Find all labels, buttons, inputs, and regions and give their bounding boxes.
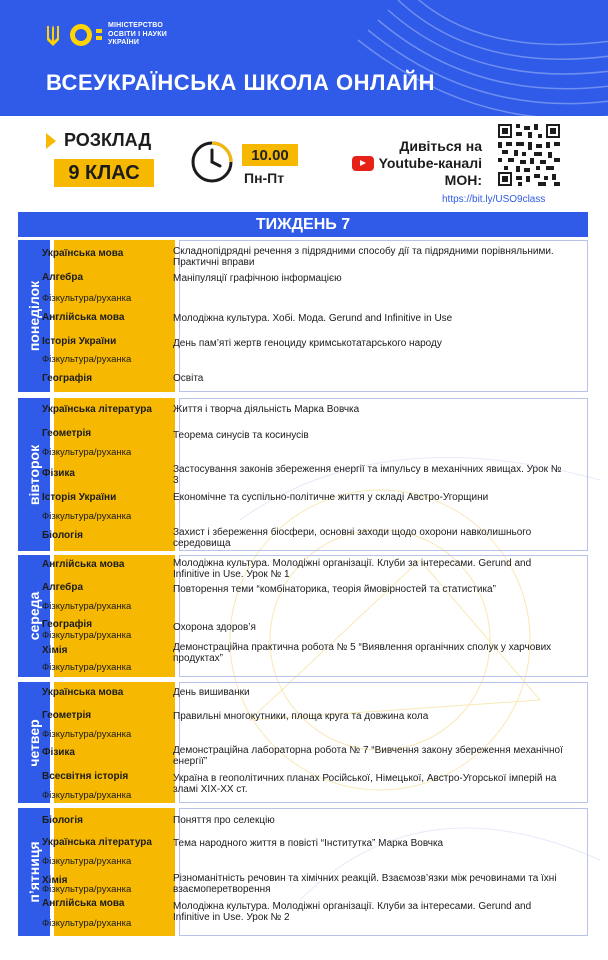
subject: Фізкультура/руханка — [42, 354, 132, 365]
qr-code-icon[interactable] — [498, 124, 560, 186]
topic: День пам’яті жертв геноциду кримськотатарського народу — [173, 338, 442, 349]
topic: Економічне та суспільно-політичне життя у складі Австро-Угорщини — [173, 492, 489, 503]
topic: Україна в геополітичних планах Російської, Німецької, Австро-Угорської імперій на зламі XIX-XX ст. — [173, 773, 557, 795]
header-wave-pattern — [348, 0, 608, 116]
subject: Геометрія — [42, 710, 92, 721]
topic: Поняття про селекцію — [173, 815, 275, 826]
topic: День вишиванки — [173, 687, 250, 698]
subject: Українська література — [42, 404, 152, 415]
week-title: ТИЖДЕНЬ 7 — [18, 212, 588, 237]
subjects-column — [54, 682, 175, 803]
subjects-column — [54, 555, 175, 677]
topic: Охорона здоров’я — [173, 622, 256, 633]
subject: Географія — [42, 619, 93, 630]
subject: Історія України — [42, 492, 117, 503]
topic: Молодіжна культура. Молодіжні організації. Клуби за інтересами. Gerund and Infinitive in Use. Урок № 1 — [173, 558, 532, 580]
subject: Фізкультура/руханка — [42, 884, 132, 895]
youtube-icon — [352, 156, 374, 171]
topic: Теорема синусів та косинусів — [173, 430, 309, 441]
subject: Українська література — [42, 837, 152, 848]
subject: Фізкультура/руханка — [42, 293, 132, 304]
day-label: понеділок — [18, 240, 50, 392]
subject: Фізкультура/руханка — [42, 601, 132, 612]
topic: Тема народного життя в повісті “Інститутка” Марка Вовчка — [173, 838, 444, 849]
schedule-label: РОЗКЛАД — [64, 130, 152, 150]
subject: Фізкультура/руханка — [42, 856, 132, 867]
subject: Фізкультура/руханка — [42, 729, 132, 740]
topic: Маніпуляції графічною інформацією — [173, 273, 342, 284]
schedule-info — [46, 130, 154, 187]
subject: Хімія — [42, 875, 68, 886]
subject: Англійська мова — [42, 312, 125, 323]
subject: Біологія — [42, 815, 83, 826]
topic: Складнопідрядні речення з підрядними способу дії та підрядними порівняльними. Практичні вправи — [173, 246, 554, 268]
subject: Геометрія — [42, 428, 92, 439]
subject: Фізкультура/руханка — [42, 662, 132, 673]
subject: Алгебра — [42, 272, 84, 283]
topic: Демонстраційна лабораторна робота № 7 “Вивчення закону збереження механічної енергії” — [173, 745, 563, 767]
coat-of-arms-icon — [46, 24, 60, 46]
subject: Фізкультура/руханка — [42, 630, 132, 641]
youtube-link[interactable]: https://bit.ly/USO9class — [442, 194, 546, 205]
subject: Історія України — [42, 336, 117, 347]
topic: Демонстраційна практична робота № 5 “Виявлення органічних сполук у харчових продуктах” — [173, 642, 552, 664]
subject: Фізкультура/руханка — [42, 918, 132, 929]
subject: Алгебра — [42, 582, 84, 593]
clock-icon — [190, 140, 234, 184]
page-title: ВСЕУКРАЇНСЬКА ШКОЛА ОНЛАЙН — [46, 70, 435, 95]
day-label: четвер — [18, 682, 50, 803]
header-banner — [0, 0, 608, 116]
topic: Застосування законів збереження енергії та імпульсу в механічних явищах. Урок № 3 — [173, 464, 562, 486]
subject: Українська мова — [42, 687, 124, 698]
topic: Різноманітність речовин та хімічних реакцій. Взаємозв’язки між речовинами та їхні взаємоперетворення — [173, 873, 557, 895]
broadcast-days: Пн-Пт — [244, 170, 285, 186]
subject: Фізкультура/руханка — [42, 447, 132, 458]
arrow-icon — [46, 133, 56, 149]
youtube-info: Дивіться на Youtube-каналі МОН: — [336, 138, 482, 189]
day-label: п’ятниця — [18, 808, 50, 936]
topic: Захист і збереження біосфери, основні заходи щодо охорони навколишнього середовища — [173, 527, 532, 549]
subject: Фізика — [42, 468, 75, 479]
subjects-column — [54, 808, 175, 936]
ministry-name: МІНІСТЕРСТВО ОСВІТИ І НАУКИ УКРАЇНИ — [108, 22, 167, 46]
topic: Молодіжна культура. Хобі. Мода. Gerund and Infinitive in Use — [173, 313, 453, 324]
subject: Біологія — [42, 530, 83, 541]
day-label: вівторок — [18, 398, 50, 551]
subject: Фізика — [42, 747, 75, 758]
topic: Життя і творча діяльність Марка Вовчка — [173, 404, 360, 415]
day-label: середа — [18, 555, 50, 677]
subject: Всесвітня історія — [42, 771, 129, 782]
subject: Фізкультура/руханка — [42, 790, 132, 801]
subject: Фізкультура/руханка — [42, 511, 132, 522]
subject: Англійська мова — [42, 898, 125, 909]
topic: Молодіжна культура. Молодіжні організації. Клуби за інтересами. Gerund and Infinitive in Use. Урок № 2 — [173, 901, 532, 923]
topic: Освіта — [173, 373, 204, 384]
subject: Хімія — [42, 645, 68, 656]
subject: Українська мова — [42, 248, 124, 259]
subject: Англійська мова — [42, 559, 125, 570]
topic: Правильні многокутники, площа круга та довжина кола — [173, 711, 429, 722]
ministry-logo-block — [46, 22, 167, 48]
subject: Географія — [42, 373, 93, 384]
broadcast-time: 10.00 — [242, 144, 298, 166]
topic: Повторення теми “комбінаторика, теорія ймовірностей та статистика” — [173, 584, 496, 595]
grade-badge: 9 КЛАС — [54, 159, 154, 187]
mon-logo-icon — [70, 24, 102, 46]
